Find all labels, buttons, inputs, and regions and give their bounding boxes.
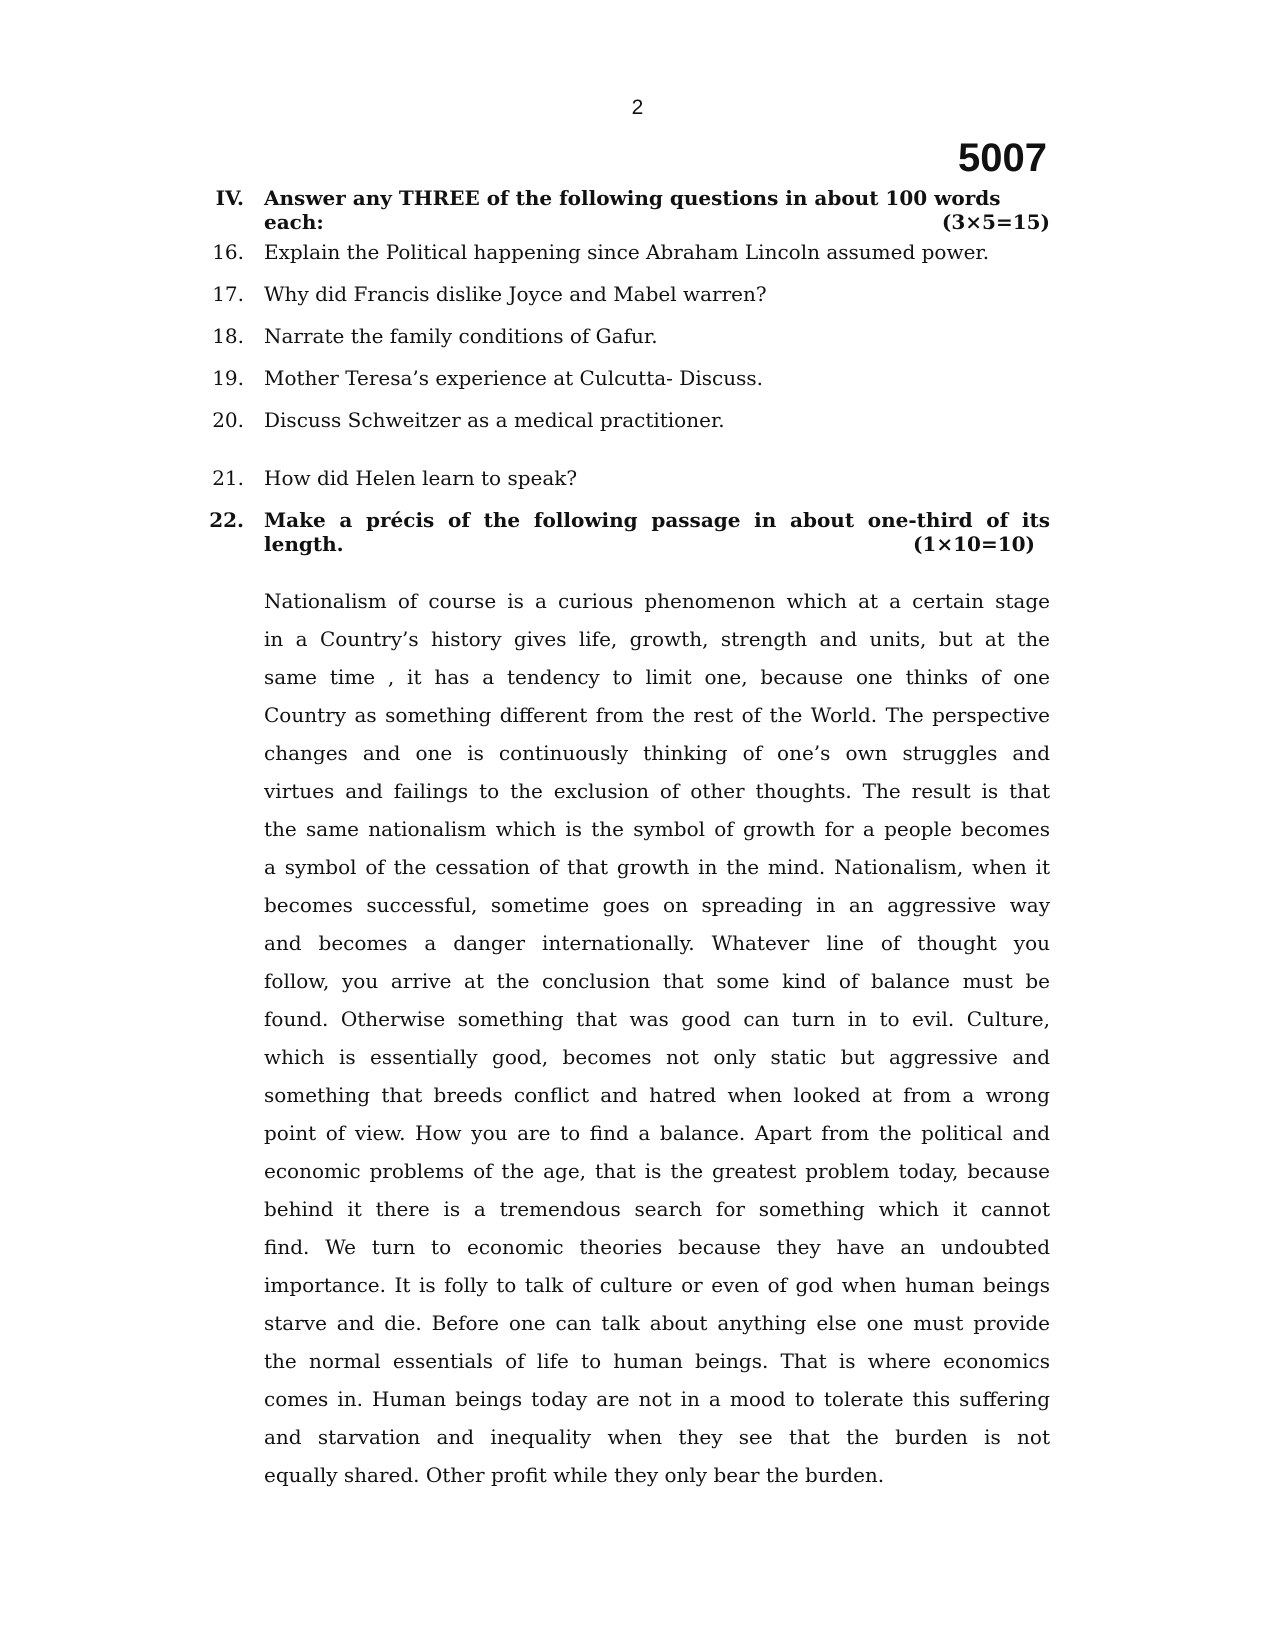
precis-number: 22. <box>209 508 244 532</box>
question-number: 21. <box>212 466 244 490</box>
passage-line: which is essentially good, becomes not only static but aggressive and <box>264 1045 1050 1069</box>
question-text: Narrate the family conditions of Gafur. <box>264 324 658 348</box>
question-number: 19. <box>212 366 244 390</box>
question-number: 20. <box>212 408 244 432</box>
passage-line: a symbol of the cessation of that growth in the mind. Nationalism, when it <box>264 855 1050 879</box>
passage-line: comes in. Human beings today are not in a mood to tolerate this suffering <box>264 1387 1050 1411</box>
passage-line: behind it there is a tremendous search for something which it cannot <box>264 1197 1050 1221</box>
question-text: Explain the Political happening since Abraham Lincoln assumed power. <box>264 240 990 264</box>
question-text: Discuss Schweitzer as a medical practitioner. <box>264 408 725 432</box>
passage-line: and starvation and inequality when they see that the burden is not <box>264 1425 1050 1449</box>
precis-instruction-line1: Make a précis of the following passage in about one-third of its <box>264 508 1050 532</box>
passage-line: something that breeds conflict and hatred when looked at from a wrong <box>264 1083 1050 1107</box>
passage-line: the same nationalism which is the symbol of growth for a people becomes <box>264 817 1050 841</box>
paper-code: 5007 <box>958 136 1047 180</box>
passage-line: Nationalism of course is a curious phenomenon which at a certain stage <box>264 589 1050 613</box>
passage-line: same time , it has a tendency to limit one, because one thinks of one <box>264 665 1050 689</box>
section-marks: (3×5=15) <box>941 210 1050 234</box>
precis-passage <box>264 582 1050 1494</box>
passage-line: Country as something different from the rest of the World. The perspective <box>264 703 1050 727</box>
passage-line: virtues and failings to the exclusion of other thoughts. The result is that <box>264 779 1050 803</box>
question-text: How did Helen learn to speak? <box>264 466 578 490</box>
passage-line: becomes successful, sometime goes on spreading in an aggressive way <box>264 893 1050 917</box>
passage-line: found. Otherwise something that was good can turn in to evil. Culture, <box>264 1007 1050 1031</box>
precis-marks: (1×10=10) <box>912 532 1035 556</box>
passage-line: the normal essentials of life to human beings. That is where economics <box>264 1349 1050 1373</box>
question-number: 17. <box>212 282 244 306</box>
passage-line: changes and one is continuously thinking of one’s own struggles and <box>264 741 1050 765</box>
question-number: 16. <box>212 240 244 264</box>
passage-line: follow, you arrive at the conclusion that some kind of balance must be <box>264 969 1050 993</box>
question-number: 18. <box>212 324 244 348</box>
passage-line: economic problems of the age, that is the greatest problem today, because <box>264 1159 1050 1183</box>
passage-line: and becomes a danger internationally. Whatever line of thought you <box>264 931 1050 955</box>
page-number: 2 <box>631 96 644 119</box>
section-instruction-line2: each: <box>264 210 324 234</box>
passage-line: point of view. How you are to find a balance. Apart from the political and <box>264 1121 1050 1145</box>
question-text: Mother Teresa’s experience at Culcutta- Discuss. <box>264 366 763 390</box>
passage-line: starve and die. Before one can talk about anything else one must provide <box>264 1311 1050 1335</box>
passage-line: equally shared. Other profit while they only bear the burden. <box>264 1463 885 1487</box>
section-number: IV. <box>215 186 244 210</box>
section-instruction-line1: Answer any THREE of the following questions in about 100 words <box>264 186 1001 210</box>
question-text: Why did Francis dislike Joyce and Mabel warren? <box>264 282 767 306</box>
passage-line: importance. It is folly to talk of culture or even of god when human beings <box>264 1273 1050 1297</box>
precis-instruction-line2: length. <box>264 532 344 556</box>
passage-line: in a Country’s history gives life, growth, strength and units, but at the <box>264 627 1050 651</box>
passage-line: find. We turn to economic theories because they have an undoubted <box>264 1235 1050 1259</box>
